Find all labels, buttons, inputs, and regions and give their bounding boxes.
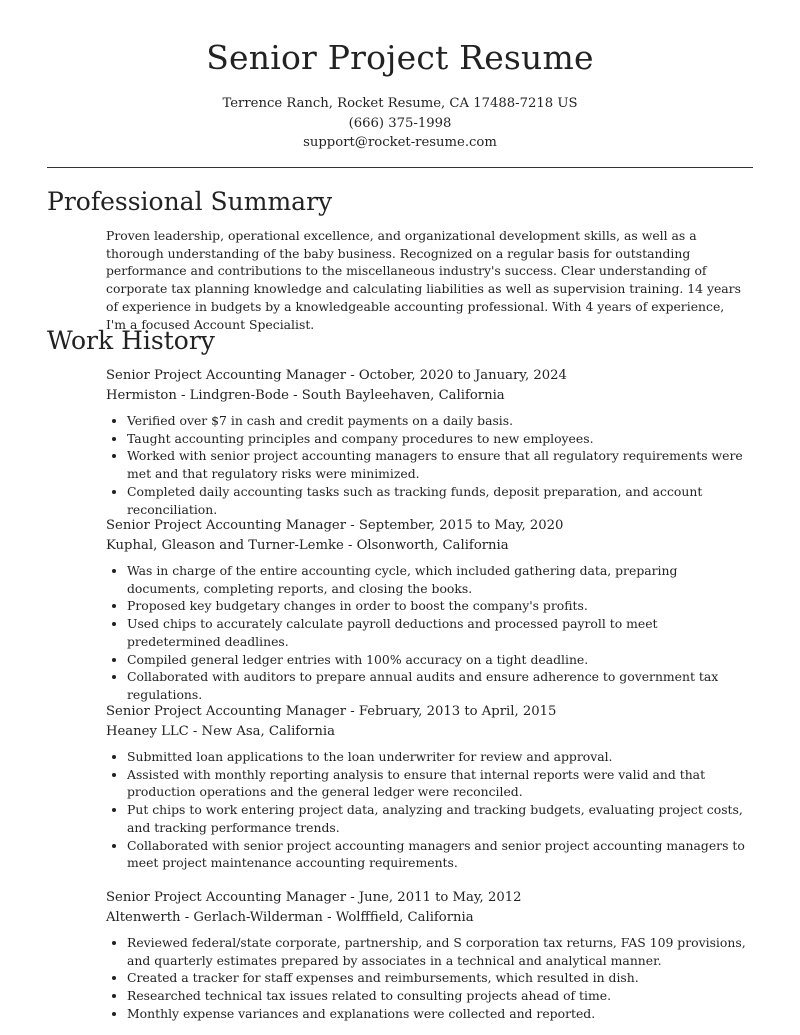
job-entry (106, 702, 751, 872)
resume-title: Senior Project Resume (206, 38, 594, 77)
job-company: Altenwerth - Gerlach-Wilderman - Wolfffield, California (106, 909, 474, 925)
job-bullet: • Was in charge of the entire accounting cycle, which included gathering data, preparing documents, completing reports, and closing the books. (127, 562, 751, 597)
job-bullet: • Put chips to work entering project data, analyzing and tracking budgets, evaluating project costs, and tracking performance trends. (127, 801, 751, 836)
job-bullet: • Assisted with monthly reporting analysis to ensure that internal reports were valid and that production operations and the general ledger were reconciled. (127, 766, 751, 801)
job-entry (106, 516, 751, 704)
phone: (666) 375-1998 (348, 115, 452, 131)
summary-text: Proven leadership, operational excellence, and organizational development skills, as well as a thorough understanding of the baby business. Recognized on a regular basis for outstanding performance and contributions to the miscellaneous industry's success. Clear understanding of corporate tax planning knowledge and calculating liabilities as well as supervision training. 14 years of experience in budgets by a knowledgeable accounting professional. With 4 years of experience, I'm a focused Account Specialist. (106, 228, 741, 332)
job-bullets (106, 412, 751, 518)
contact-block (0, 94, 800, 153)
job-bullet: • Researched technical tax issues related to consulting projects ahead of time. (127, 987, 751, 1005)
summary-heading: Professional Summary (47, 187, 333, 216)
job-bullet: • Monthly expense variances and explanations were collected and reported. (127, 1005, 751, 1023)
job-bullet: • Completed daily accounting tasks such as tracking funds, deposit preparation, and account reconciliation. (127, 483, 751, 518)
job-title: Senior Project Accounting Manager - June, 2011 to May, 2012 (106, 890, 522, 905)
job-bullet: • Taught accounting principles and company procedures to new employees. (127, 430, 751, 448)
job-title: Senior Project Accounting Manager - February, 2013 to April, 2015 (106, 704, 557, 719)
job-bullet: • Proposed key budgetary changes in order to boost the company's profits. (127, 597, 751, 615)
job-company: Heaney LLC - New Asa, California (106, 723, 335, 739)
job-title: Senior Project Accounting Manager - September, 2015 to May, 2020 (106, 518, 564, 533)
job-bullet: • Reviewed federal/state corporate, partnership, and S corporation tax returns, FAS 109 provisions, and quarterly estimates prepared by associates in a technical and analytical manner. (127, 934, 751, 969)
job-bullet: • Collaborated with senior project accounting managers and senior project accounting managers to meet project maintenance accounting requirements. (127, 837, 751, 872)
header-divider (47, 167, 753, 168)
job-bullet: • Submitted loan applications to the loan underwriter for review and approval. (127, 748, 751, 766)
job-bullet: • Collaborated with auditors to prepare annual audits and ensure adherence to government tax regulations. (127, 668, 751, 703)
job-bullets (106, 562, 751, 704)
job-company: Hermiston - Lindgren-Bode - South Bayleehaven, California (106, 387, 505, 403)
job-bullet: • Used chips to accurately calculate payroll deductions and processed payroll to meet predetermined deadlines. (127, 615, 751, 650)
address: Terrence Ranch, Rocket Resume, CA 17488-7218 US (222, 96, 578, 111)
job-bullet: • Worked with senior project accounting managers to ensure that all regulatory requirements were met and that regulatory risks were minimized. (127, 447, 751, 482)
email: support@rocket-resume.com (303, 135, 497, 150)
job-bullet: • Created a tracker for staff expenses and reimbursements, which resulted in dish. (127, 969, 751, 987)
job-entry (106, 366, 751, 518)
job-entry (106, 888, 751, 1023)
job-bullets (106, 934, 751, 1023)
job-bullets (106, 748, 751, 872)
job-company: Kuphal, Gleason and Turner-Lemke - Olsonworth, California (106, 537, 509, 553)
job-bullet: • Verified over $7 in cash and credit payments on a daily basis. (127, 412, 751, 430)
work-history-heading: Work History (47, 326, 215, 355)
job-title: Senior Project Accounting Manager - October, 2020 to January, 2024 (106, 368, 567, 383)
job-bullet: • Compiled general ledger entries with 100% accuracy on a tight deadline. (127, 651, 751, 669)
